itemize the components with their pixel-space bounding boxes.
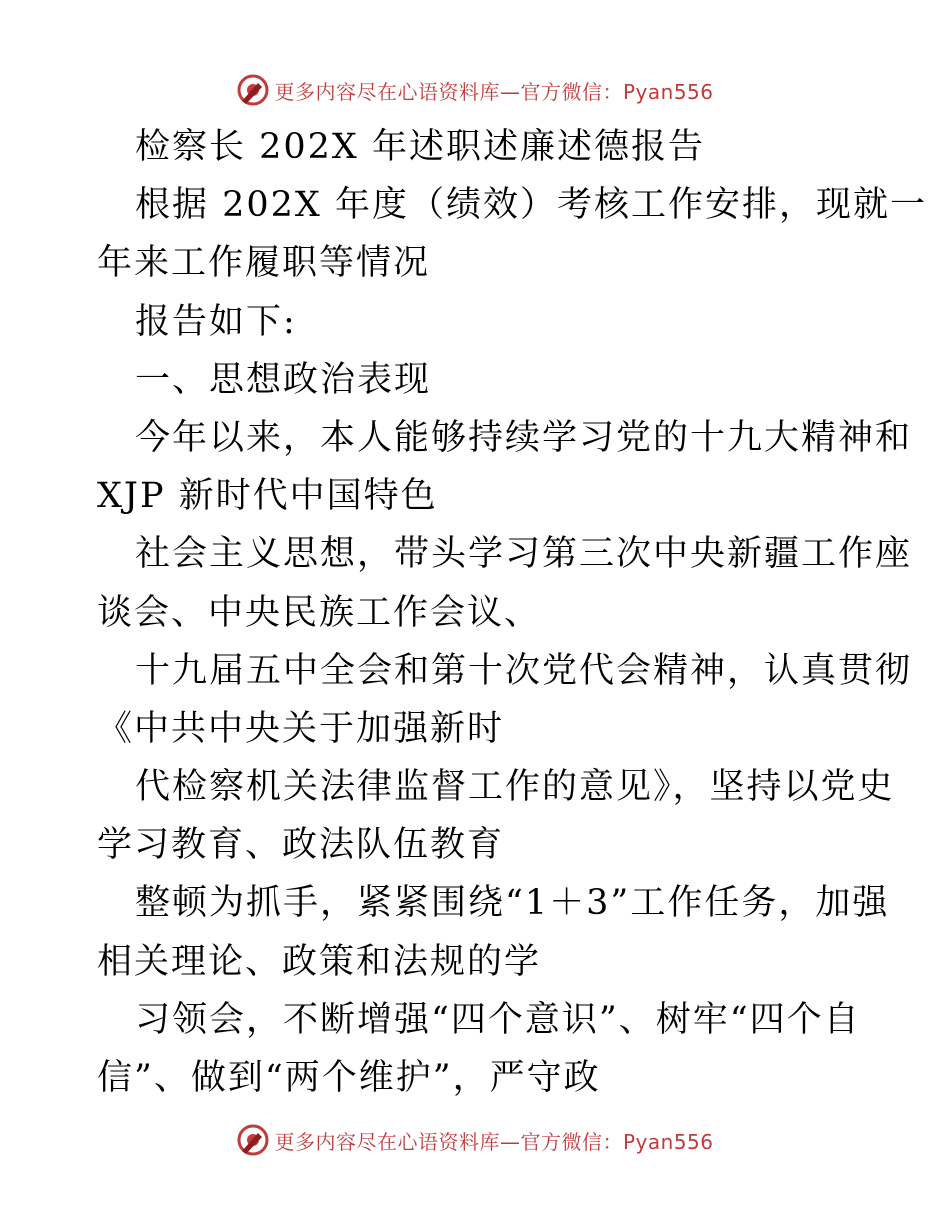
paragraph-line: XJP 新时代中国特色 xyxy=(97,476,438,517)
paragraph-line: 相关理论、政策和法规的学 xyxy=(97,941,542,982)
pen-logo-icon xyxy=(236,73,270,107)
paragraph-line: 十九届五中全会和第十次党代会精神，认真贯彻 xyxy=(135,650,913,691)
paragraph-line: 《中共中央关于加强新时 xyxy=(97,708,505,749)
pen-logo-icon xyxy=(236,1123,270,1157)
document-body xyxy=(97,118,927,1107)
paragraph-line: 谈会、中央民族工作会议、 xyxy=(97,592,542,633)
paragraph-line: 社会主义思想，带头学习第三次中央新疆工作座 xyxy=(135,534,913,575)
watermark-wechat-id: Pyan556 xyxy=(622,1129,714,1154)
watermark-wechat-id: Pyan556 xyxy=(622,79,714,104)
paragraph-line: 学习教育、政法队伍教育 xyxy=(97,825,505,866)
paragraph-line: 报告如下: xyxy=(135,301,297,342)
section-heading: 一、思想政治表现 xyxy=(135,359,432,400)
paragraph-line: 信”、做到“两个维护”，严守政 xyxy=(97,1058,601,1098)
paragraph-line: 根据 202X 年度（绩效）考核工作安排，现就一 xyxy=(135,185,927,226)
paragraph-line: 习领会，不断增强“四个意识”、树牢“四个自 xyxy=(135,999,861,1040)
paragraph-line: 今年以来，本人能够持续学习党的十九大精神和 xyxy=(135,417,913,458)
paragraph-line: 代检察机关法律监督工作的意见》，坚持以党史 xyxy=(135,767,895,808)
document-title: 检察长 202X 年述职述廉述德报告 xyxy=(135,127,705,167)
watermark-text: 更多内容尽在心语资料库—官方微信： xyxy=(274,1129,623,1154)
watermark-text: 更多内容尽在心语资料库—官方微信： xyxy=(274,79,623,104)
paragraph-line: 年来工作履职等情况 xyxy=(97,243,431,284)
watermark-header xyxy=(0,70,950,110)
watermark-footer xyxy=(0,1120,950,1160)
paragraph-line: 整顿为抓手，紧紧围绕“1＋3”工作任务，加强 xyxy=(135,883,890,924)
